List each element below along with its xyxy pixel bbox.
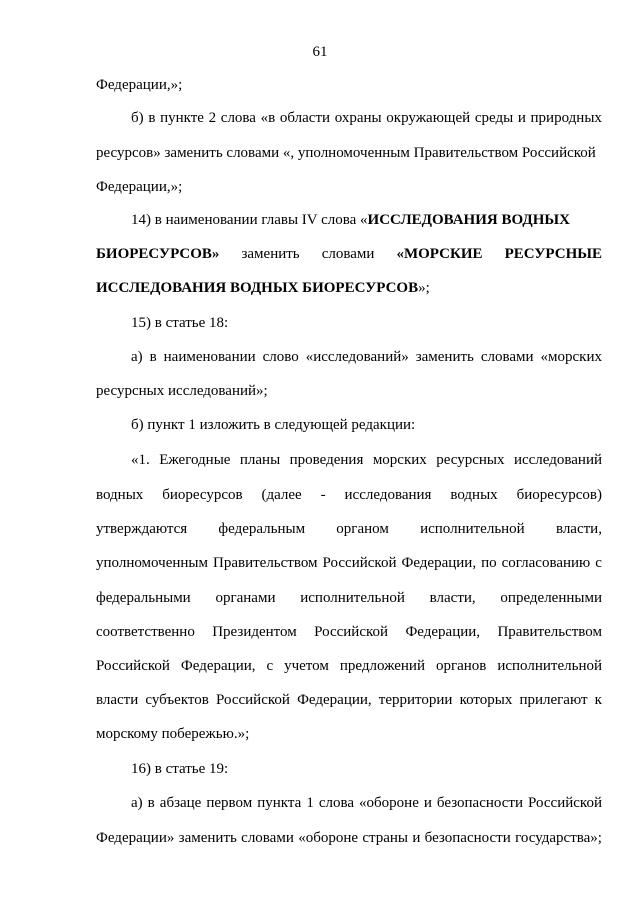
text-line: морскому побережью.»;: [96, 726, 250, 742]
text-segment: »;: [418, 280, 430, 296]
word: исполнительной: [497, 658, 602, 674]
word: согласованию: [501, 555, 591, 571]
bold-text: «МОРСКИЕ: [396, 246, 483, 262]
word: «в: [260, 110, 276, 126]
word: с: [595, 555, 602, 571]
word: слова: [220, 110, 256, 126]
word: наименовании: [163, 349, 256, 365]
word: в: [148, 110, 156, 126]
word: слова: [318, 795, 355, 811]
word: пункте: [160, 110, 204, 126]
word: исполнительной: [420, 521, 525, 537]
word: а): [131, 349, 143, 365]
word: власти,: [555, 521, 602, 537]
word: области: [279, 110, 331, 126]
word: власти,: [429, 590, 476, 606]
text-line: [131, 347, 602, 367]
word: среды: [474, 110, 514, 126]
word: утверждаются: [96, 521, 188, 537]
word: соответственно: [96, 624, 195, 640]
word: Российской: [216, 692, 290, 708]
text-line: 15) в статье 18:: [131, 315, 229, 331]
word: прилегают: [519, 692, 588, 708]
word: биоресурсов): [516, 487, 602, 503]
text-line: [96, 622, 602, 642]
word: к: [594, 692, 602, 708]
text-line: б) пункт 1 изложить в следующей редакции:: [131, 417, 416, 433]
word: «исследований»: [305, 349, 409, 365]
bold-text: ИССЛЕДОВАНИЯ ВОДНЫХ: [367, 212, 570, 228]
word: заменить: [241, 246, 300, 262]
word: Российской: [314, 624, 389, 640]
word: первом: [206, 795, 253, 811]
word: планы: [239, 452, 281, 468]
word: предложений: [339, 658, 425, 674]
word: исследования: [344, 487, 432, 503]
word: 2: [208, 110, 217, 126]
word: водных: [96, 487, 144, 503]
word: определенными: [500, 590, 602, 606]
word: которых: [459, 692, 513, 708]
word: -: [320, 487, 326, 503]
word: безопасности: [424, 830, 511, 846]
bold-text: РЕСУРСНЫЕ: [504, 246, 602, 262]
text-line: [96, 656, 602, 676]
word: водных: [450, 487, 498, 503]
word: Федерации»: [96, 830, 175, 846]
bold-text: БИОРЕСУРСОВ»: [96, 246, 220, 262]
word: Российской: [96, 658, 170, 674]
word: по: [481, 555, 497, 571]
word: заменить: [415, 349, 474, 365]
word: проведения: [289, 452, 364, 468]
word: словами: [321, 246, 375, 262]
text-line: ресурсных исследований»;: [96, 383, 268, 399]
text-line: ресурсов» заменить словами «, уполномоченным Правительством Российской: [96, 145, 596, 161]
text-line: [96, 519, 602, 539]
word: «морских: [540, 349, 602, 365]
text-line: [131, 450, 602, 470]
word: органами: [215, 590, 276, 606]
word: Федерации,: [401, 555, 477, 571]
word: исполнительной: [300, 590, 405, 606]
word: 1: [306, 795, 314, 811]
word: федеральными: [96, 590, 191, 606]
word: Федерации,: [405, 624, 481, 640]
text-line: [96, 485, 602, 505]
text-line: [96, 244, 602, 264]
word: «обороне: [359, 795, 419, 811]
word: власти: [96, 692, 139, 708]
word: страны: [362, 830, 408, 846]
word: охраны: [334, 110, 382, 126]
word: и: [412, 830, 421, 846]
text-line: [96, 553, 602, 573]
word: заменить: [178, 830, 237, 846]
word: в: [149, 349, 157, 365]
word: исследований: [513, 452, 602, 468]
text-line: Федерации,»;: [96, 179, 183, 195]
word: словами: [480, 349, 534, 365]
text-line: 16) в статье 19:: [131, 761, 229, 777]
text-line: [131, 108, 602, 128]
word: слово: [262, 349, 299, 365]
page-number: 61: [312, 44, 328, 60]
word: Российской: [528, 795, 602, 811]
text-line: Федерации,»;: [96, 77, 183, 93]
word: (далее: [261, 487, 302, 503]
word: Президентом: [212, 624, 297, 640]
word: субъектов: [145, 692, 209, 708]
word: а): [131, 795, 143, 811]
word: в: [147, 795, 155, 811]
word: «1.: [131, 452, 150, 468]
word: учетом: [284, 658, 329, 674]
word: Федерации,: [180, 658, 256, 674]
word: Правительством: [497, 624, 602, 640]
text-line: [131, 210, 602, 230]
word: и: [517, 110, 526, 126]
word: органом: [336, 521, 389, 537]
word: природных: [530, 110, 602, 126]
text-line: [96, 690, 602, 710]
word: абзаце: [159, 795, 202, 811]
word: «обороне: [298, 830, 359, 846]
word: с: [266, 658, 274, 674]
word: территории: [378, 692, 453, 708]
bold-text: ИССЛЕДОВАНИЯ ВОДНЫХ БИОРЕСУРСОВ: [96, 280, 419, 296]
word: федеральным: [218, 521, 306, 537]
word: ресурсных: [436, 452, 505, 468]
word: окружающей: [386, 110, 471, 126]
word: б): [131, 110, 144, 126]
word: Правительством: [213, 555, 318, 571]
word: Ежегодные: [159, 452, 231, 468]
word: безопасности: [436, 795, 524, 811]
text-line: [96, 828, 602, 848]
word: Российской: [322, 555, 397, 571]
text-line: [131, 793, 602, 813]
text-line: [96, 588, 602, 608]
text-line: [96, 278, 602, 298]
text-segment: 14) в наименовании главы IV слова «: [131, 212, 368, 228]
word: пункта: [257, 795, 302, 811]
word: органов: [435, 658, 487, 674]
word: биоресурсов: [162, 487, 243, 503]
word: морских: [372, 452, 427, 468]
word: словами: [241, 830, 294, 846]
word: Федерации,: [297, 692, 372, 708]
word: государства»;: [515, 830, 602, 846]
word: и: [423, 795, 432, 811]
word: уполномоченным: [96, 555, 208, 571]
